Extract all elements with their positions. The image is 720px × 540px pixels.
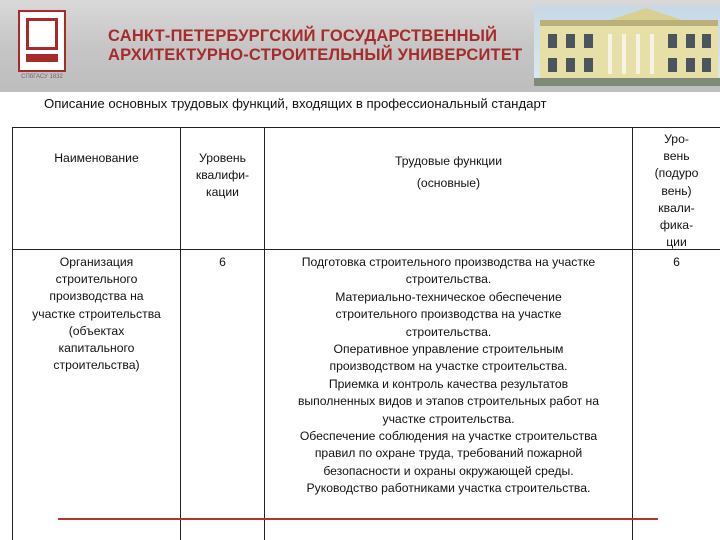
row-function-line: правил по охране труда, требований пожарной <box>314 446 583 461</box>
header-sublevel-line: ции <box>666 235 687 250</box>
header-sublevel-line: (подуро <box>654 166 699 181</box>
row-function-line: Материально-техническое обеспечение <box>335 289 562 304</box>
row-name-line: Организация <box>59 255 134 269</box>
row-sublevel: 6 <box>673 255 680 269</box>
university-title <box>108 27 528 65</box>
row-level: 6 <box>219 255 226 269</box>
building-window <box>686 34 695 48</box>
building-photo <box>534 6 720 86</box>
building-window <box>566 58 575 72</box>
row-function-line: строительного производства на участке <box>335 307 562 322</box>
header-sublevel <box>633 131 720 251</box>
header-functions <box>265 150 632 194</box>
row-function-line: строительства. <box>405 324 492 339</box>
row-function-line: производством на участке строительства. <box>329 359 568 374</box>
row-function-line: выполненных видов и этапов строительных работ на <box>297 394 600 409</box>
building-foreground <box>534 78 720 86</box>
row-function-line: Руководство работниками участка строительства. <box>306 481 591 496</box>
header-name: Наименование <box>54 151 139 165</box>
row-functions <box>265 254 632 498</box>
slide-caption: Описание основных трудовых функций, входящих в профессиональный стандарт <box>44 96 547 111</box>
building-window <box>702 58 711 72</box>
header-sublevel-line: фика- <box>659 218 694 233</box>
header-sublevel-line: квали- <box>658 200 695 215</box>
building-window <box>668 34 677 48</box>
header-band <box>0 0 720 92</box>
header-sublevel-line: вень) <box>661 183 692 198</box>
header-level-line: квалифи- <box>195 168 250 183</box>
row-function-line: Подготовка строительного производства на участке <box>301 255 596 269</box>
header-functions-line: (основные) <box>416 176 481 190</box>
row-name <box>13 254 180 374</box>
logo-bar-icon <box>26 54 58 62</box>
header-level-line: Уровень <box>199 151 246 165</box>
university-title-line2: АРХИТЕКТУРНО-СТРОИТЕЛЬНЫЙ УНИВЕРСИТЕТ <box>108 46 523 64</box>
building-column <box>622 34 626 74</box>
row-function-line: Оперативное управление строительным <box>333 342 564 357</box>
row-name-line: строительного <box>55 272 138 287</box>
header-level <box>181 150 264 202</box>
building-window <box>702 34 711 48</box>
header-level-line: кации <box>206 185 239 200</box>
header-sublevel-line: вень <box>663 149 690 164</box>
row-name-line: строительства) <box>53 358 140 373</box>
logo-caption: СПбГАСУ 1832 <box>21 74 63 80</box>
building-window <box>566 34 575 48</box>
building-facade <box>540 26 718 84</box>
table-header-divider <box>12 249 720 250</box>
building-window <box>584 34 593 48</box>
university-title-line1: САНКТ-ПЕТЕРБУРГСКИЙ ГОСУДАРСТВЕННЫЙ <box>108 27 498 45</box>
logo-frame-icon <box>26 18 58 50</box>
row-function-line: Обеспечение соблюдения на участке строительства <box>299 429 598 444</box>
header-sublevel-line: Уро- <box>664 132 689 146</box>
table-border-top <box>12 127 720 128</box>
row-function-line: строительства. <box>405 272 492 287</box>
building-column <box>636 34 640 74</box>
building-window <box>548 34 557 48</box>
row-function-line: участке строительства. <box>382 411 515 426</box>
row-name-line: участке строительства <box>32 306 161 321</box>
row-function-line: безопасности и охраны окружающей среды. <box>323 463 574 478</box>
building-window <box>584 58 593 72</box>
row-name-line: производства на <box>49 289 144 304</box>
building-column <box>608 34 612 74</box>
building-window <box>548 58 557 72</box>
row-function-line: Приемка и контроль качества результатов <box>328 376 569 391</box>
building-window <box>686 58 695 72</box>
header-functions-line: Трудовые функции <box>394 154 503 168</box>
row-name-line: (объектах <box>68 323 125 338</box>
university-logo <box>18 10 66 72</box>
footer-rule <box>58 518 658 520</box>
building-window <box>668 58 677 72</box>
building-column <box>650 34 654 74</box>
row-name-line: капитального <box>58 341 135 356</box>
